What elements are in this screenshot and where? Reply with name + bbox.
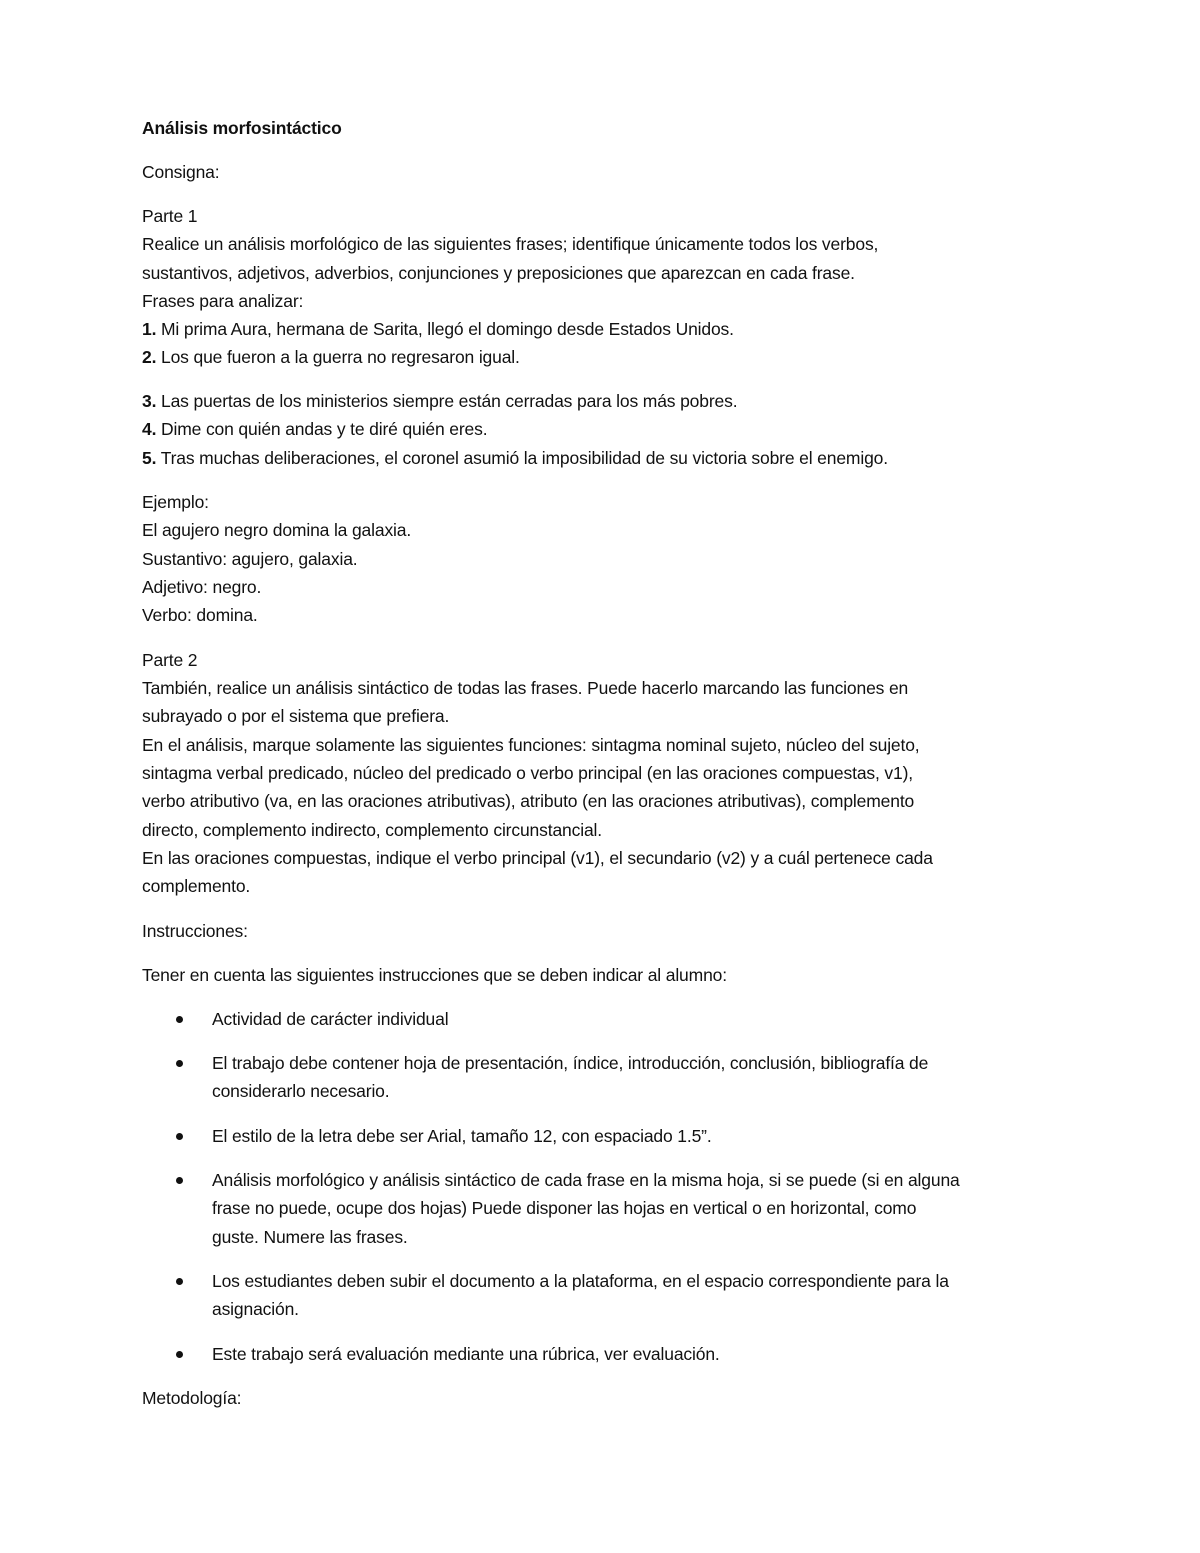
- parte2-line: subrayado o por el sistema que prefiera.: [142, 706, 450, 726]
- bullet-text: asignación.: [212, 1299, 299, 1319]
- bullet-text: Este trabajo será evaluación mediante una rúbrica, ver evaluación.: [212, 1344, 720, 1364]
- instrucciones-intro: Tener en cuenta las siguientes instrucciones que se deben indicar al alumno:: [142, 965, 727, 985]
- frase-number: 5.: [142, 448, 157, 468]
- parte2-line: En el análisis, marque solamente las siguientes funciones: sintagma nominal sujeto, núcleo del sujeto,: [142, 735, 920, 755]
- parte1-instruction-line: sustantivos, adjetivos, adverbios, conjunciones y preposiciones que aparezcan en cada frase.: [142, 263, 855, 283]
- bullet-text: El trabajo debe contener hoja de presentación, índice, introducción, conclusión, bibliografía de: [212, 1053, 929, 1073]
- bullet-text: Los estudiantes deben subir el documento a la plataforma, en el espacio correspondiente para la: [212, 1271, 949, 1291]
- frase-item: [142, 418, 487, 440]
- ejemplo-sentence: El agujero negro domina la galaxia.: [142, 520, 412, 540]
- ejemplo-sustantivo: Sustantivo: agujero, galaxia.: [142, 549, 358, 569]
- frase-text: Las puertas de los ministerios siempre están cerradas para los más pobres.: [156, 391, 738, 411]
- metodologia-label: Metodología:: [142, 1388, 242, 1408]
- frase-number: 3.: [142, 391, 157, 411]
- frase-text: Tras muchas deliberaciones, el coronel asumió la imposibilidad de su victoria sobre el enemigo.: [156, 448, 888, 468]
- parte2-line: sintagma verbal predicado, núcleo del predicado o verbo principal (en las oraciones compuestas, v1),: [142, 763, 913, 783]
- frase-item: [142, 346, 520, 368]
- parte2-line: complemento.: [142, 876, 251, 896]
- frase-item: [142, 447, 888, 469]
- bullet-text: guste. Numere las frases.: [212, 1227, 408, 1247]
- parte2-line: directo, complemento indirecto, complemento circunstancial.: [142, 820, 602, 840]
- consigna-label: Consigna:: [142, 162, 220, 182]
- bullet-dot: [176, 1133, 183, 1140]
- document-title: Análisis morfosintáctico: [142, 118, 342, 138]
- frase-text: Los que fueron a la guerra no regresaron igual.: [156, 347, 520, 367]
- bullet-dot: [176, 1351, 183, 1358]
- frase-number: 1.: [142, 319, 157, 339]
- parte2-line: También, realice un análisis sintáctico de todas las frases. Puede hacerlo marcando las funciones en: [142, 678, 909, 698]
- ejemplo-verbo: Verbo: domina.: [142, 605, 258, 625]
- bullet-dot: [176, 1177, 183, 1184]
- ejemplo-adjetivo: Adjetivo: negro.: [142, 577, 262, 597]
- frase-item: [142, 390, 737, 412]
- bullet-dot: [176, 1060, 183, 1067]
- bullet-text: considerarlo necesario.: [212, 1081, 390, 1101]
- frase-text: Dime con quién andas y te diré quién eres.: [156, 419, 488, 439]
- bullet-dot: [176, 1278, 183, 1285]
- bullet-text: Análisis morfológico y análisis sintáctico de cada frase en la misma hoja, si se puede (si en alguna: [212, 1170, 960, 1190]
- frase-text: Mi prima Aura, hermana de Sarita, llegó el domingo desde Estados Unidos.: [156, 319, 734, 339]
- parte2-line: En las oraciones compuestas, indique el verbo principal (v1), el secundario (v2) y a cuál pertenece cada: [142, 848, 933, 868]
- parte2-heading: Parte 2: [142, 650, 198, 670]
- instrucciones-label: Instrucciones:: [142, 921, 248, 941]
- bullet-text: El estilo de la letra debe ser Arial, tamaño 12, con espaciado 1.5”.: [212, 1126, 712, 1146]
- frase-number: 4.: [142, 419, 157, 439]
- frases-label: Frases para analizar:: [142, 291, 304, 311]
- bullet-text: frase no puede, ocupe dos hojas) Puede disponer las hojas en vertical o en horizontal, como: [212, 1198, 917, 1218]
- ejemplo-label: Ejemplo:: [142, 492, 209, 512]
- parte2-line: verbo atributivo (va, en las oraciones atributivas), atributo (en las oraciones atributivas), complemento: [142, 791, 915, 811]
- frase-number: 2.: [142, 347, 157, 367]
- parte1-heading: Parte 1: [142, 206, 198, 226]
- frase-item: [142, 318, 734, 340]
- bullet-dot: [176, 1016, 183, 1023]
- parte1-instruction-line: Realice un análisis morfológico de las siguientes frases; identifique únicamente todos los verbos,: [142, 234, 879, 254]
- bullet-text: Actividad de carácter individual: [212, 1009, 449, 1029]
